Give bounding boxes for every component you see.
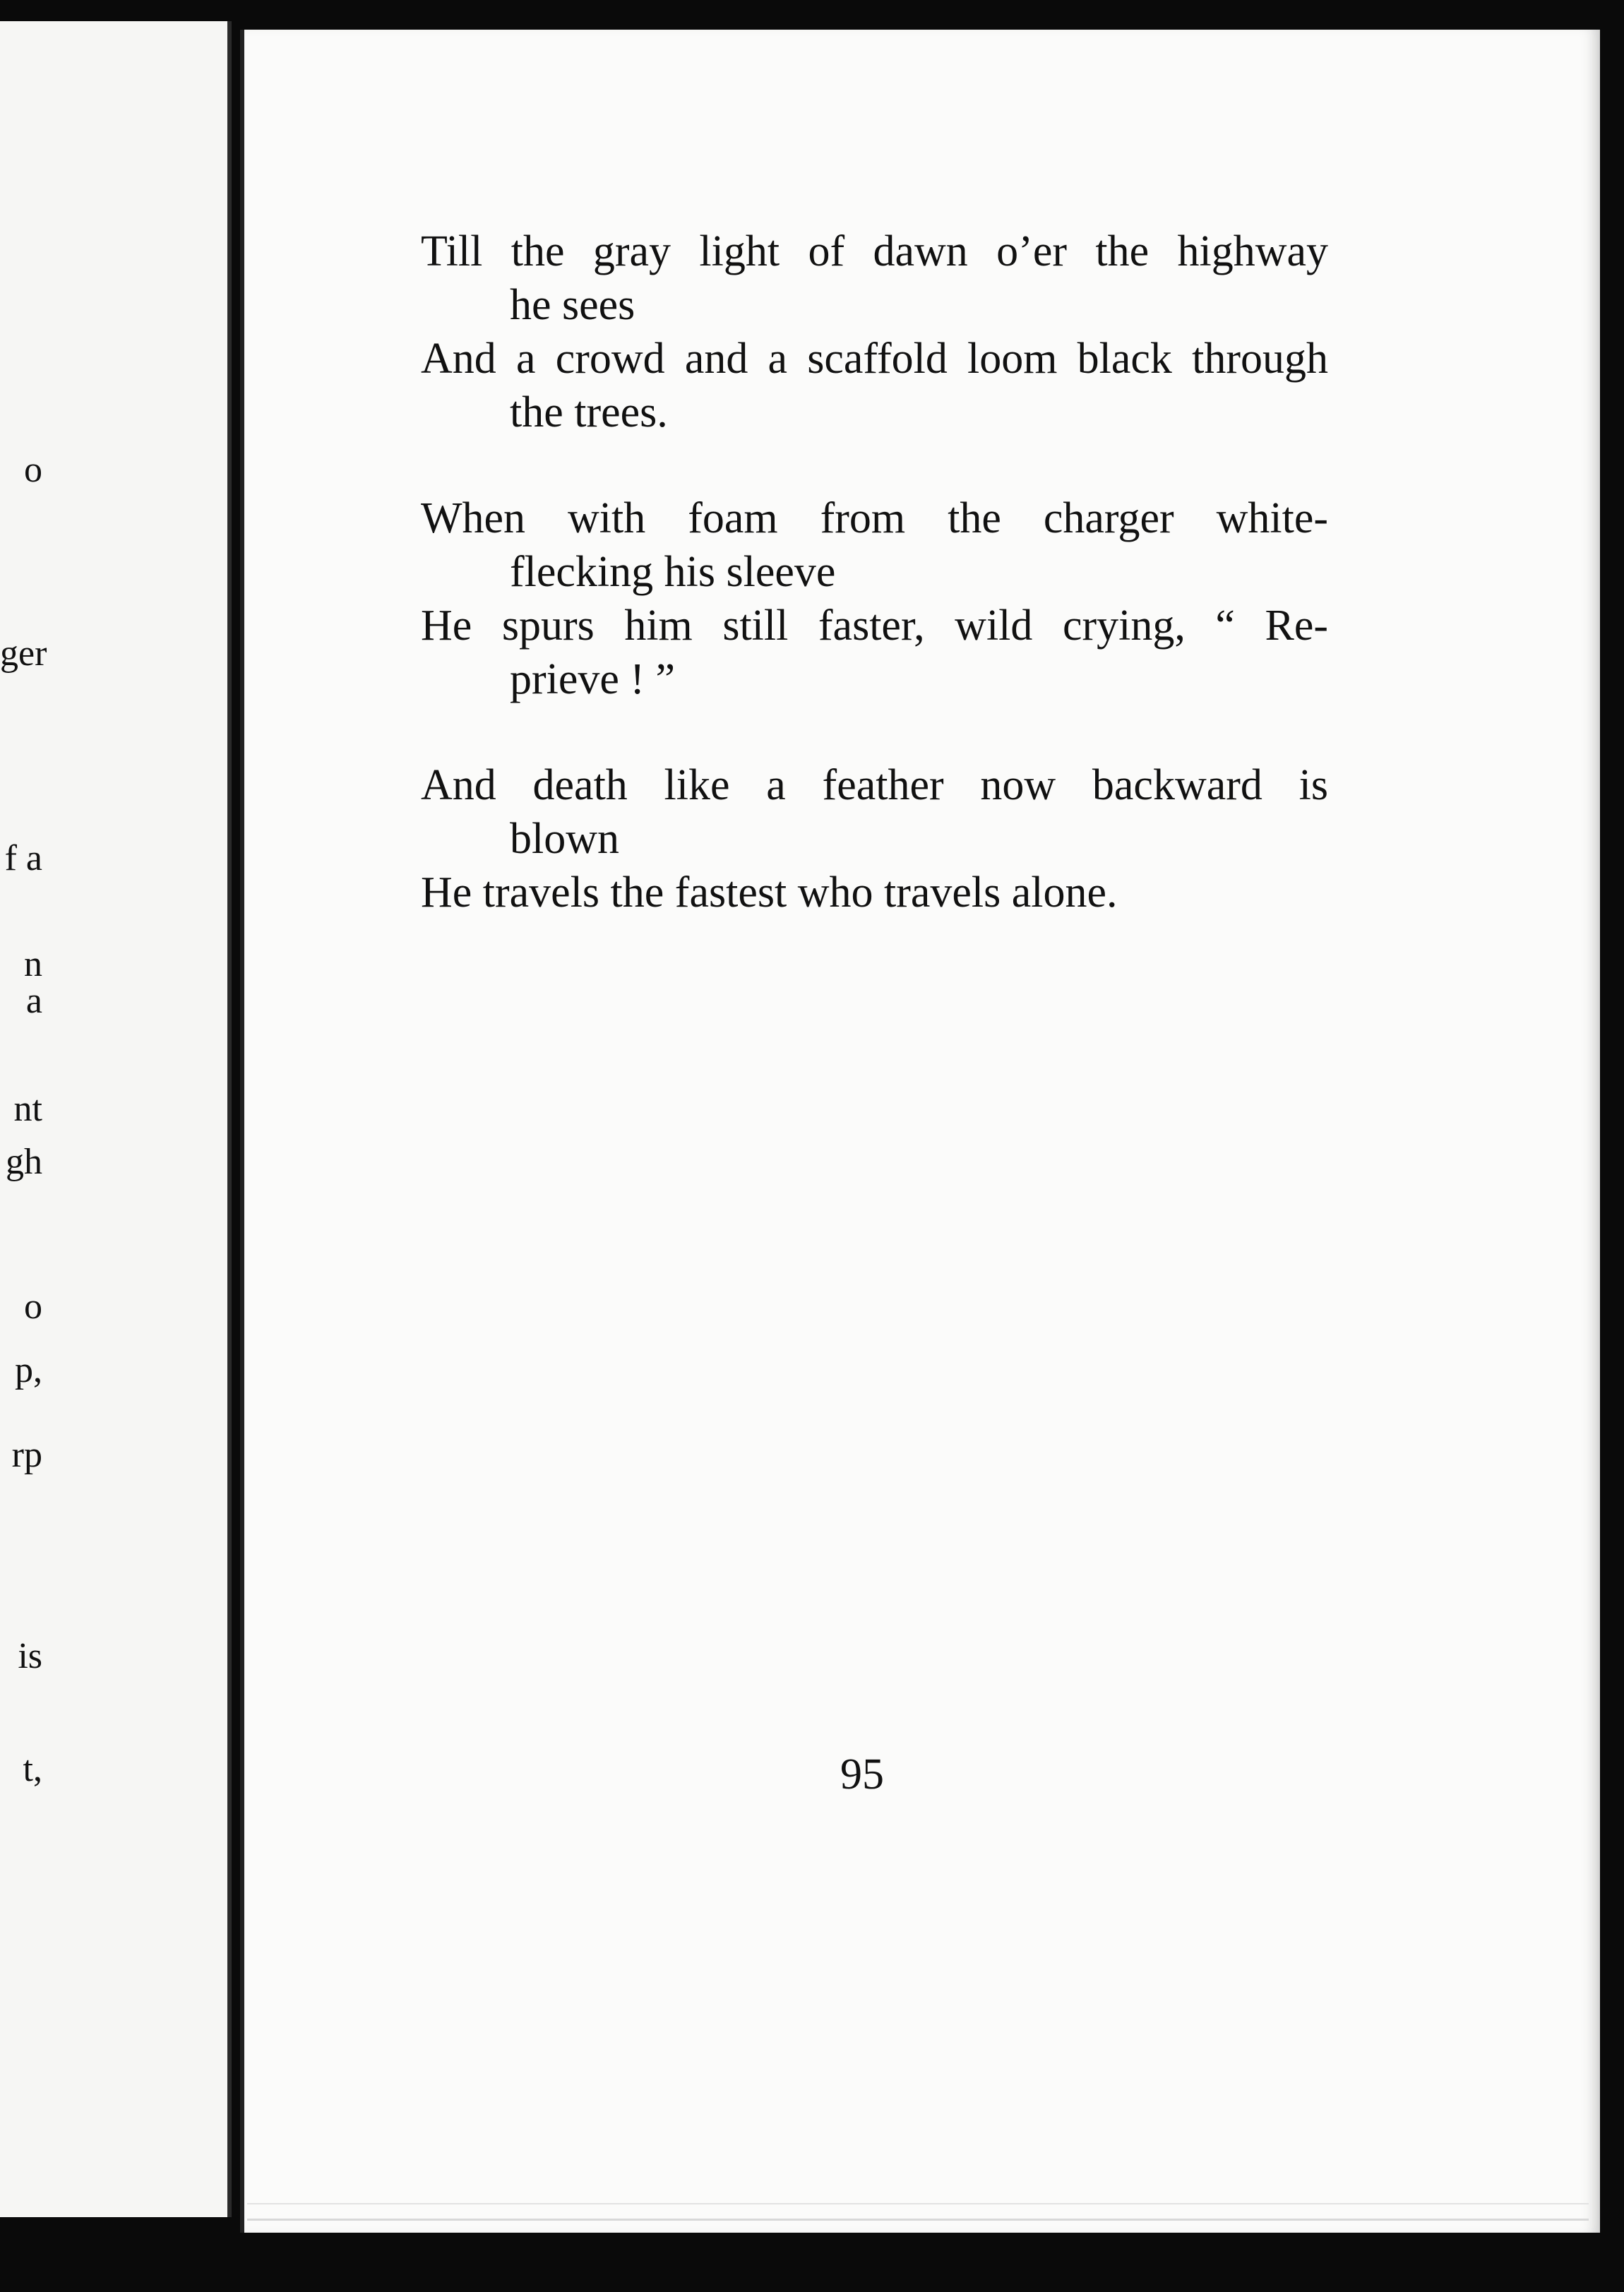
- poem-line: blown: [510, 815, 619, 863]
- facing-page-fragment: n a: [24, 944, 42, 1021]
- facing-page-fragment: is: [18, 1636, 42, 1676]
- facing-page-fragment: o: [24, 450, 42, 490]
- stanza: [421, 491, 1328, 706]
- stanza: [421, 225, 1328, 439]
- facing-page-fragment: t,: [23, 1749, 42, 1789]
- poem-line: prieve ! ”: [510, 655, 676, 703]
- poem-line: When with foam from the charger white-: [421, 494, 1328, 542]
- facing-page-fragment: rp: [11, 1435, 42, 1475]
- stanza: [421, 758, 1328, 919]
- page-number: 95: [840, 1750, 884, 1798]
- facing-page: [0, 21, 232, 2217]
- poem-line: And a crowd and a scaffold loom black through: [421, 335, 1328, 383]
- facing-page-fragment: gh: [6, 1142, 42, 1182]
- facing-page-fragment: nt: [13, 1089, 42, 1129]
- facing-page-fragment: ger: [0, 633, 47, 674]
- facing-page-fragment: p,: [15, 1350, 42, 1390]
- poem-text: [421, 225, 1328, 972]
- poem-line: the trees.: [510, 388, 668, 436]
- poem-line: flecking his sleeve: [510, 548, 836, 596]
- page-edges: [247, 2203, 1589, 2221]
- poem-line: He travels the fastest who travels alone.: [421, 869, 1118, 917]
- poem-line: And death like a feather now backward is: [421, 761, 1328, 809]
- facing-page-fragment: o: [24, 1287, 42, 1327]
- facing-page-fragment: f a: [4, 838, 42, 878]
- poem-line: Till the gray light of dawn o’er the highway: [421, 227, 1328, 275]
- poem-line: He spurs him still faster, wild crying, “ Re-: [421, 602, 1328, 650]
- poem-line: he sees: [510, 281, 635, 329]
